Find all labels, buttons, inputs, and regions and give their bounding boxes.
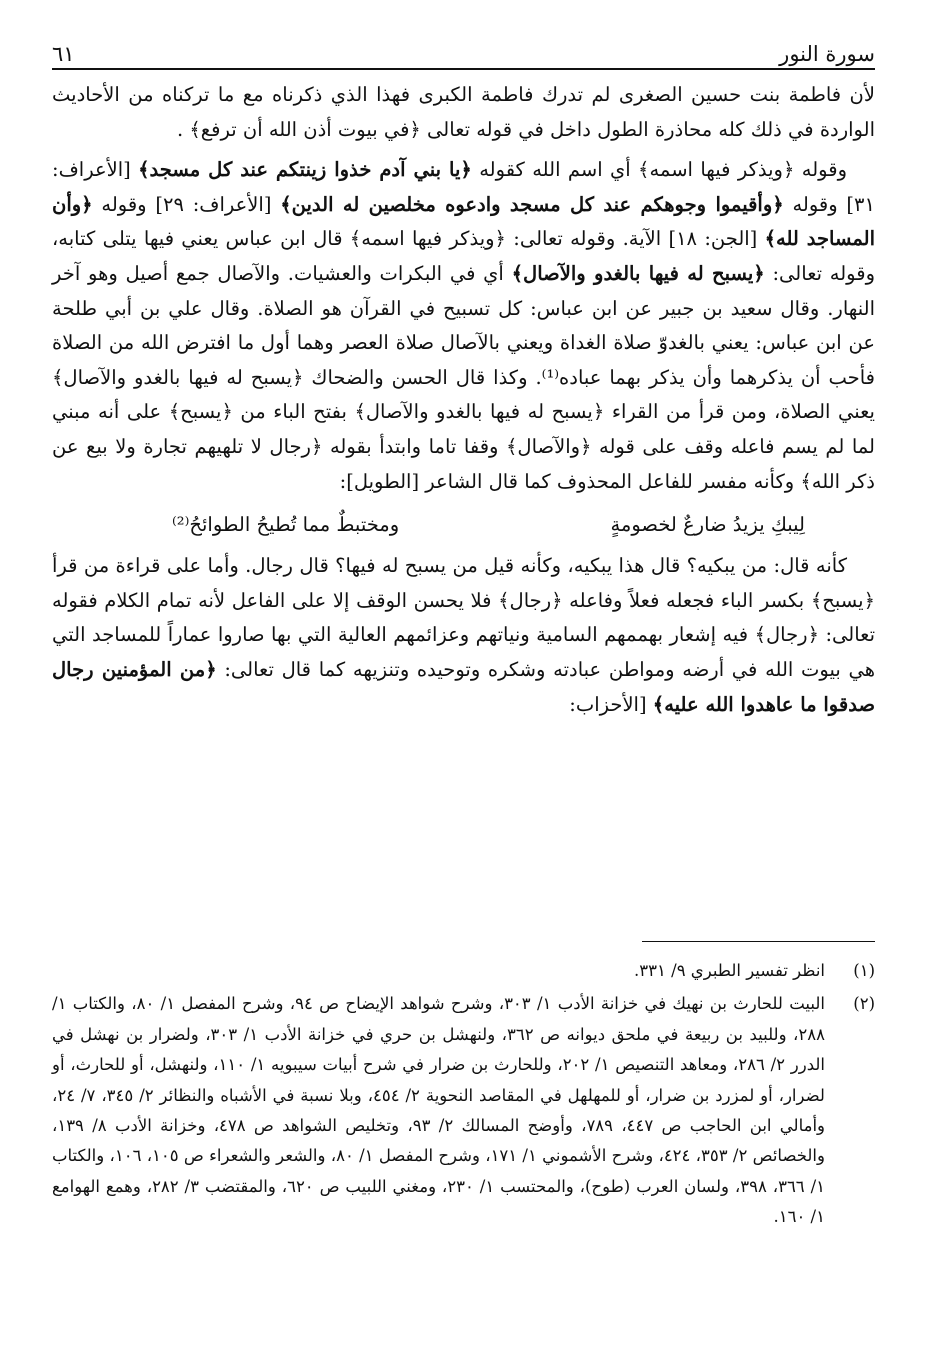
- page-number: ٦١: [52, 42, 75, 66]
- quran-quote-3: ﴿وأن المساجد لله﴾: [52, 192, 875, 251]
- footnote-number: (١): [853, 961, 875, 980]
- footnote-text: انظر تفسير الطبري ٩/ ٣٣١.: [634, 961, 825, 980]
- page-header: [52, 26, 875, 66]
- p3-text-c: [الأحزاب:: [569, 692, 653, 716]
- p3-text-a: كأنه قال: من يبكيه؟ قال هذا يبكيه، وكأنه قيل من يسبح له فيها؟ قال رجال. وأما على قراءة من قرأ ﴿يسبح﴾ بكسر الباء فجعله فعلاً وفاعله ﴿رجال﴾ فلا يحسن الوقف إلا على الفاعل لأنه تمام الكلام فقوله تعالى: ﴿رجال﴾ فيه إشعار بهممهم السامية ونياتهم وعزائمهم العالية التي بها صاروا عماراً للمساجد التي هي بيوت الله في أرضه ومواطن عبادته وشكره وتوحيده وتنزيهه كما قال تعالى:: [52, 554, 876, 681]
- p2-text-g: [الجن: ١٨] الآية. وقوله تعالى: ﴿ويذكر فيها اسمه﴾ قال ابن عباس يعني فيها يتلى كتابه، وقوله تعالى:: [52, 227, 875, 285]
- footnote-2: [52, 989, 875, 1232]
- verse-second-hemistich: ومختبطٌ مما تُطيحُ الطوائحُ⁽²⁾: [172, 513, 400, 537]
- quran-quote-5: ﴿من المؤمنين رجال صدقوا ما عاهدوا الله عليه﴾: [52, 657, 875, 716]
- quran-quote-2: ﴿وأقيموا وجوهكم عند كل مسجد وادعوه مخلصين له الدين﴾: [280, 192, 784, 216]
- footnote-number: (٢): [853, 994, 875, 1014]
- footnote-text: البيت للحارث بن نهيك في خزانة الأدب ١/ ٣٠٣، وشرح شواهد الإيضاح ص ٩٤، وشرح المفصل ١/ ٨٠، والكتاب ١/ ٢٨٨، وللبيد بن ربيعة في ملحق ديوانه ص ٣٦٢، ولنهشل بن حري في خزانة الأدب ١/ ٣٠٣، ولضرار بن نهشل في الدرر ٢/ ٢٨٦، ومعاهد التنصيص ١/ ٢٠٢، وللحارث بن ضرار في شرح أبيات سيبويه ١/ ١١٠، ولنهشل، أو للحارث، أو لضرار، أو لمزرد بن ضرار، أو للمهلهل في المقاصد النحوية ٢/ ٤٥٤، وبلا نسبة في الأشباه والنظائر ٢/ ٣٤٥، ٧/ ٢٤، وأمالي ابن الحاجب ص ٤٤٧، ٧٨٩، وأوضح المسالك ٢/ ٩٣، وتخليص الشواهد ص ٤٧٨، وخزانة الأدب ٨/ ١٣٩، والخصائص ٢/ ٣٥٣، ٤٢٤، وشرح الأشموني ١/ ١٧١، وشرح المفصل ١/ ٨٠، والشعر والشعراء ص ١٠٥، ١٠٦، والكتاب ١/ ٣٦٦، ٣٩٨، ولسان العرب (طوح)، والمحتسب ١/ ٢٣٠، ومغني اللبيب ص ٦٢٠، والمقتضب ٣/ ٢٨٢، وهمع الهوامع ١/ ١٦٠.: [52, 994, 826, 1227]
- header-divider: [52, 68, 875, 70]
- main-text: [52, 78, 875, 722]
- p2-text-i: أي في البكرات والعشيات. والآصال جمع أصيل وهو آخر النهار. وقال سعيد بن جبير عن ابن عباس: كل تسبيح في القرآن هو الصلاة. وقال علي بن أبي طلحة عن ابن عباس: يعني بالغدوّ صلاة الغداة ويعني بالآصال صلاة العصر وهما أول ما افترض الله من الصلاة فأحب أن يذكرهما وأن يذكر بهما عباده⁽¹⁾. وكذا قال الحسن والضحاك ﴿يسبح له فيها بالغدو والآصال﴾ يعني الصلاة، ومن قرأ من القراء ﴿يسبح له فيها بالغدو والآصال﴾ بفتح الباء من ﴿يسبح﴾ على أنه مبني لما لم يسم فاعله وقف على قوله ﴿والآصال﴾ وقفا تاما وابتدأ بقوله ﴿رجال لا تلهيهم تجارة ولا بيع عن ذكر الله﴾ وكأنه مفسر للفاعل المحذوف كما قال الشاعر [الطويل]:: [52, 261, 875, 493]
- p2-text-a: وقوله ﴿ويذكر فيها اسمه﴾ أي اسم الله كقوله: [471, 158, 847, 182]
- paragraph-2: [52, 153, 875, 499]
- footnotes: [52, 956, 875, 1233]
- p2-text-e: [الأعراف: ٢٩] وقوله: [92, 192, 281, 216]
- surah-title: سورة النور: [779, 42, 875, 66]
- poetry-verse: [52, 507, 875, 543]
- p2-text-c: [الأعراف: ٣١] وقوله: [52, 158, 875, 216]
- verse-first-hemistich: لِيبكِ يزيدُ ضارعٌ لخصومةٍ: [610, 513, 805, 537]
- quran-quote-4: ﴿يسبح له فيها بالغدو والآصال﴾: [511, 261, 765, 285]
- paragraph-3: [52, 549, 875, 722]
- quran-quote-1: ﴿يا بني آدم خذوا زينتكم عند كل مسجد﴾: [138, 158, 472, 182]
- footnote-1: [52, 956, 875, 986]
- footnote-divider: [642, 941, 875, 942]
- paragraph-1: لأن فاطمة بنت حسين الصغرى لم تدرك فاطمة الكبرى فهذا الذي ذكرناه مع ما تركناه من الأحاديث الواردة في ذلك كله محاذرة الطول داخل في قوله تعالى ﴿في بيوت أذن الله أن ترفع﴾ .: [52, 83, 875, 141]
